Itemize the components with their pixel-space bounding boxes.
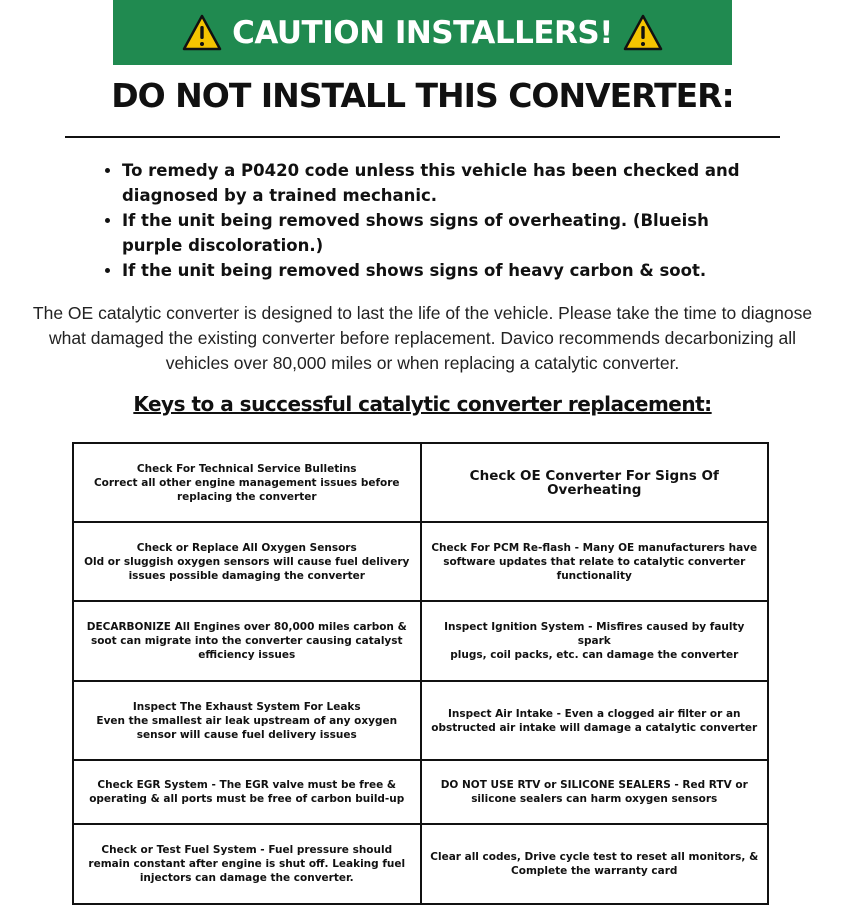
warning-triangle-icon	[182, 14, 222, 52]
table-cell	[421, 522, 769, 601]
cell-line: DECARBONIZE All Engines over 80,000 miles carbon &	[86, 621, 407, 633]
table-row	[73, 443, 768, 522]
table-cell	[73, 760, 421, 824]
paragraph-line: The OE catalytic converter is designed to last the life of the vehicle. Please take the time to diagnose	[32, 303, 813, 323]
cell-line: Check For PCM Re-flash - Many OE manufacturers have	[431, 541, 758, 554]
table-cell	[73, 681, 421, 760]
caution-banner	[113, 0, 732, 65]
cell-line: Check OE Converter For Signs Of Overheating	[469, 467, 719, 498]
paragraph-line: vehicles over 80,000 miles or when replacing a catalytic converter.	[165, 353, 680, 373]
cell-line: software updates that relate to catalytic converter	[443, 555, 746, 568]
cell-line: Complete the warranty card	[511, 865, 678, 877]
cell-line: DO NOT USE RTV or SILICONE SEALERS - Red RTV or	[440, 779, 748, 791]
cell-line: Check or Test Fuel System - Fuel pressure should	[101, 844, 393, 856]
cell-line: Clear all codes, Drive cycle test to reset all monitors, &	[430, 851, 759, 863]
table-cell	[421, 760, 769, 824]
cell-line: functionality	[556, 569, 632, 582]
cell-line: silicone sealers can harm oxygen sensors	[471, 793, 718, 805]
cell-line: efficiency issues	[198, 649, 296, 661]
banner-title: CAUTION INSTALLERS!	[232, 14, 613, 51]
list-item: • To remedy a P0420 code unless this vehicle has been checked and diagnosed by a trained mechanic.	[122, 158, 762, 208]
cell-line: remain constant after engine is shut off. Leaking fuel	[88, 858, 406, 870]
warning-triangle-icon	[623, 14, 663, 52]
cell-line: injectors can damage the converter.	[139, 872, 354, 884]
cell-line: Check EGR System - The EGR valve must be free &	[97, 779, 397, 791]
cell-line: Correct all other engine management issues before	[93, 476, 400, 489]
table-cell	[73, 522, 421, 601]
cell-line: replacing the converter	[176, 490, 317, 503]
table-cell	[73, 443, 421, 522]
table-cell	[73, 601, 421, 681]
table-row	[73, 760, 768, 824]
cell-line: Check or Replace All Oxygen Sensors	[136, 541, 357, 554]
table-cell	[421, 824, 769, 904]
cell-line: Even the smallest air leak upstream of any oxygen	[96, 714, 398, 727]
divider	[65, 136, 780, 138]
info-paragraph	[0, 301, 845, 376]
paragraph-line: what damaged the existing converter before replacement. Davico recommends decarbonizing all	[48, 328, 797, 348]
cell-line: obstructed air intake will damage a catalytic converter	[431, 721, 758, 734]
list-item: • If the unit being removed shows signs of overheating. (Blueish purple discoloration.)	[122, 208, 762, 258]
cell-line: Inspect The Exhaust System For Leaks	[132, 700, 361, 713]
table-cell	[421, 681, 769, 760]
table-cell	[73, 824, 421, 904]
list-item: • If the unit being removed shows signs of heavy carbon & soot.	[122, 258, 762, 283]
table-row	[73, 824, 768, 904]
cell-line: Inspect Air Intake - Even a clogged air filter or an	[447, 707, 741, 720]
warning-list	[100, 158, 762, 283]
cell-line: plugs, coil packs, etc. can damage the converter	[450, 649, 739, 661]
page-title: DO NOT INSTALL THIS CONVERTER:	[111, 76, 734, 115]
cell-line: Old or sluggish oxygen sensors will cause fuel delivery	[84, 555, 410, 568]
table-row	[73, 522, 768, 601]
table-row	[73, 681, 768, 760]
cell-line: Inspect Ignition System - Misfires caused by faulty spark	[444, 621, 745, 647]
table-cell	[421, 601, 769, 681]
keys-table	[72, 442, 769, 905]
cell-line: operating & all ports must be free of carbon build-up	[89, 793, 405, 805]
keys-heading: Keys to a successful catalytic converter replacement:	[133, 392, 712, 416]
cell-line: issues possible damaging the converter	[128, 569, 365, 582]
table-row	[73, 601, 768, 681]
cell-line: sensor will cause fuel delivery issues	[136, 728, 357, 741]
table-cell	[421, 443, 769, 522]
cell-line: soot can migrate into the converter causing catalyst	[90, 635, 403, 647]
cell-line: Check For Technical Service Bulletins	[136, 462, 357, 475]
